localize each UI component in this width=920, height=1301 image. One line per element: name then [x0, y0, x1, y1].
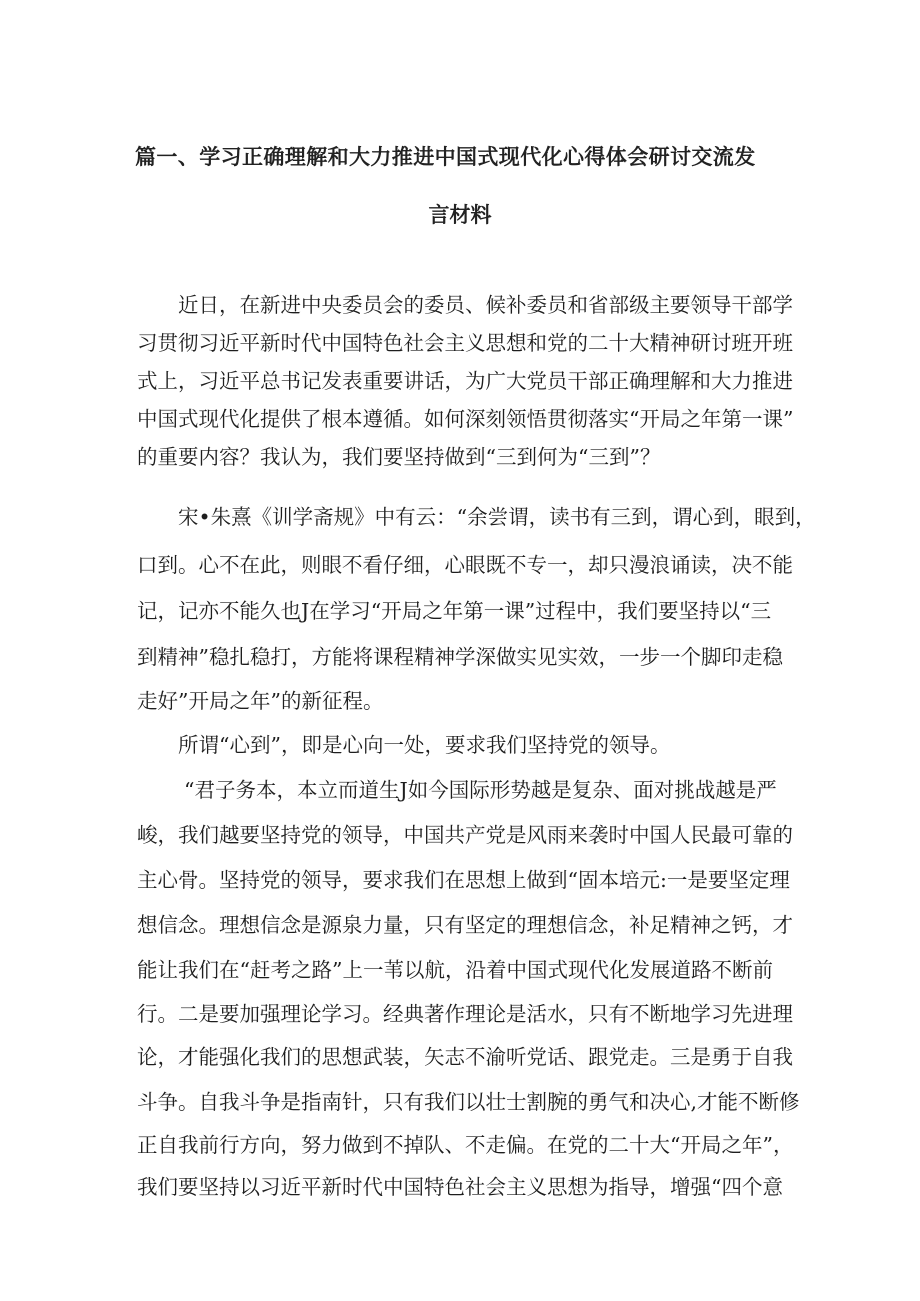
- document-title-line-2: 言材料: [428, 203, 492, 227]
- paragraph-line: 斗争。自我斗争是指南针，只有我们以壮士割腕的勇气和决心,才能不断修: [137, 1090, 800, 1114]
- paragraph-line: 正自我前行方向，努力做到不掉队、不走偏。在党的二十大“开局之年”，: [137, 1133, 794, 1157]
- paragraph-line: 的重要内容？我认为，我们要坚持做到“三到何为“三到”？: [137, 445, 661, 469]
- paragraph-line: 所谓“心到”，即是心向一处，要求我们坚持党的领导。: [178, 733, 671, 757]
- paragraph-line: 中国式现代化提供了根本遵循。如何深刻领悟贯彻落实“开局之年第一课”: [137, 407, 794, 431]
- paragraph-line: “君子务本，本立而道生J如今国际形势越是复杂、面对挑战越是严: [184, 778, 777, 802]
- paragraph-line: 到精神”稳扎稳打，方能将课程精神学深做实见实效，一步一个脚印走稳: [137, 645, 783, 669]
- paragraph-line: 记，记亦不能久也J在学习“开局之年第一课”过程中，我们要坚持以“三: [137, 599, 772, 623]
- paragraph-line: 口到。心不在此，则眼不看仔细，心眼既不专一，却只漫浪诵读，决不能: [137, 553, 793, 577]
- paragraph-line: 能让我们在“赶考之路”上一苇以航，沿着中国式现代化发展道路不断前: [137, 958, 773, 982]
- paragraph-line: 宋•朱熹《训学斋规》中有云：“余尝谓，读书有三到，谓心到，眼到，: [178, 505, 816, 529]
- paragraph-line: 想信念。理想信念是源泉力量，只有坚定的理想信念，补足精神之钙，才: [137, 913, 793, 937]
- paragraph-line: 行。二是要加强理论学习。经典著作理论是活水，只有不断地学习先进理: [137, 1002, 793, 1026]
- paragraph-line: 我们要坚持以习近平新时代中国特色社会主义思想为指导，增强“四个意: [137, 1175, 783, 1199]
- paragraph-line: 近日，在新进中央委员会的委员、候补委员和省部级主要领导干部学: [178, 293, 793, 317]
- paragraph-line: 式上，习近平总书记发表重要讲话，为广大党员干部正确理解和大力推进: [137, 369, 793, 393]
- paragraph-line: 习贯彻习近平新时代中国特色社会主义思想和党的二十大精神研讨班开班: [137, 331, 793, 355]
- paragraph-line: 主心骨。坚持党的领导，要求我们在思想上做到“固本培元:一是要坚定理: [137, 868, 790, 892]
- document-title-line-1: 篇一、学习正确理解和大力推进中国式现代化心得体会研讨交流发: [135, 145, 756, 169]
- paragraph-line: 峻，我们越要坚持党的领导，中国共产党是风雨来袭时中国人民最可靠的: [137, 823, 793, 847]
- paragraph-line: 走好”开局之年”的新征程。: [137, 689, 384, 713]
- paragraph-line: 论，才能强化我们的思想武装，矢志不渝听党话、跟党走。三是勇于自我: [137, 1045, 793, 1069]
